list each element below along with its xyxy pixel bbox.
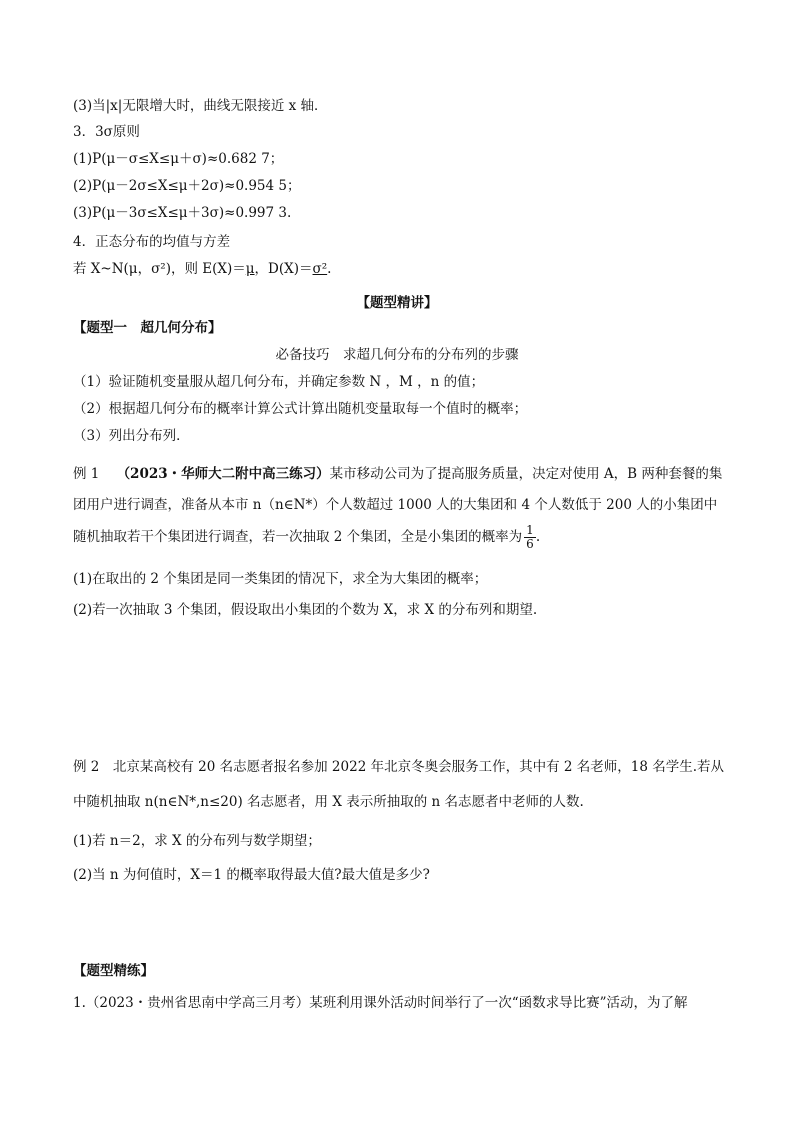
example1-line3-text: 随机抽取若干个集团进行调查，若一次抽取 2 个集团，全是小集团的概率为 [73,529,523,545]
step-3: （3）列出分布列． [73,428,190,444]
mean-var-end: . [327,261,332,277]
rule-line-2: (2)P(μ－2σ≤X≤μ＋2σ)≈0.954 5； [73,178,301,194]
skill-title: 必备技巧 求超几何分布的分布列的步骤 [275,347,519,363]
type1-title: 【题型一 超几何分布】 [73,320,222,336]
probability-fraction [524,524,536,551]
mean-var-heading: 4．正态分布的均值与方差 [73,234,231,250]
example1-label: 例 1 [73,466,100,482]
rule-line-1: (1)P(μ－σ≤X≤μ＋σ)≈0.682 7； [73,151,284,167]
example2-line-2: 中随机抽取 n(n∈N*,n≤20) 名志愿者，用 X 表示所抽取的 n 名志愿者中老师的人数. [73,794,584,810]
rule-line-3: (3)P(μ－3σ≤X≤μ＋3σ)≈0.997 3. [73,205,292,221]
example2-question-2: (2)当 n 为何值时，X＝1 的概率取得最大值?最大值是多少? [73,867,430,883]
example1-line-3 [73,524,540,551]
var-value: σ² [312,261,328,277]
fraction-numerator: 1 [526,523,534,537]
practice-item-1: 1.（2023・贵州省思南中学高三月考）某班利用课外活动时间举行了一次“函数求导比赛”活动，为了解 [73,995,688,1011]
step-2: （2）根据超几何分布的概率计算公式计算出随机变量取每一个值时的概率； [73,401,528,417]
step-1: （1）验证随机变量服从超几何分布，并确定参数 N ，M ，n 的值； [73,374,485,390]
fraction-denominator: 6 [526,537,534,551]
example1-source: （2023・华师大二附中高三练习） [116,466,330,482]
example1-text: 某市移动公司为了提高服务质量，决定对使用 A，B 两种套餐的集 [329,466,723,482]
example1-question-2: (2)若一次抽取 3 个集团，假设取出小集团的个数为 X，求 X 的分布列和期望. [73,602,538,618]
example1-line-1 [73,465,722,483]
practice-title: 【题型精练】 [73,963,154,979]
example1-line-2: 团用户进行调查，准备从本市 n（n∈N*）个人数超过 1000 人的大集团和 4 个人数低于 200 人的小集团中 [73,497,718,513]
mean-var-line [73,260,331,278]
example2-line-1: 例 2 北京某高校有 20 名志愿者报名参加 2022 年北京冬奥会服务工作，其中有 2 名老师，18 名学生.若从 [73,759,725,775]
property-item-3: (3)当|x|无限增大时，曲线无限接近 x 轴． [73,98,328,114]
example2-question-1: (1)若 n＝2，求 X 的分布列与数学期望； [73,833,321,849]
example1-line3-end: . [535,529,541,545]
rule-heading: 3．3σ原则 [73,124,140,140]
mean-value: μ [245,261,255,277]
mean-var-prefix: 若 X~N(μ，σ²)，则 E(X)＝ [73,261,246,277]
example1-question-1: (1)在取出的 2 个集团是同一类集团的情况下，求全为大集团的概率； [73,571,488,587]
mean-var-mid: ，D(X)＝ [254,261,313,277]
section-title: 【题型精讲】 [356,295,438,311]
